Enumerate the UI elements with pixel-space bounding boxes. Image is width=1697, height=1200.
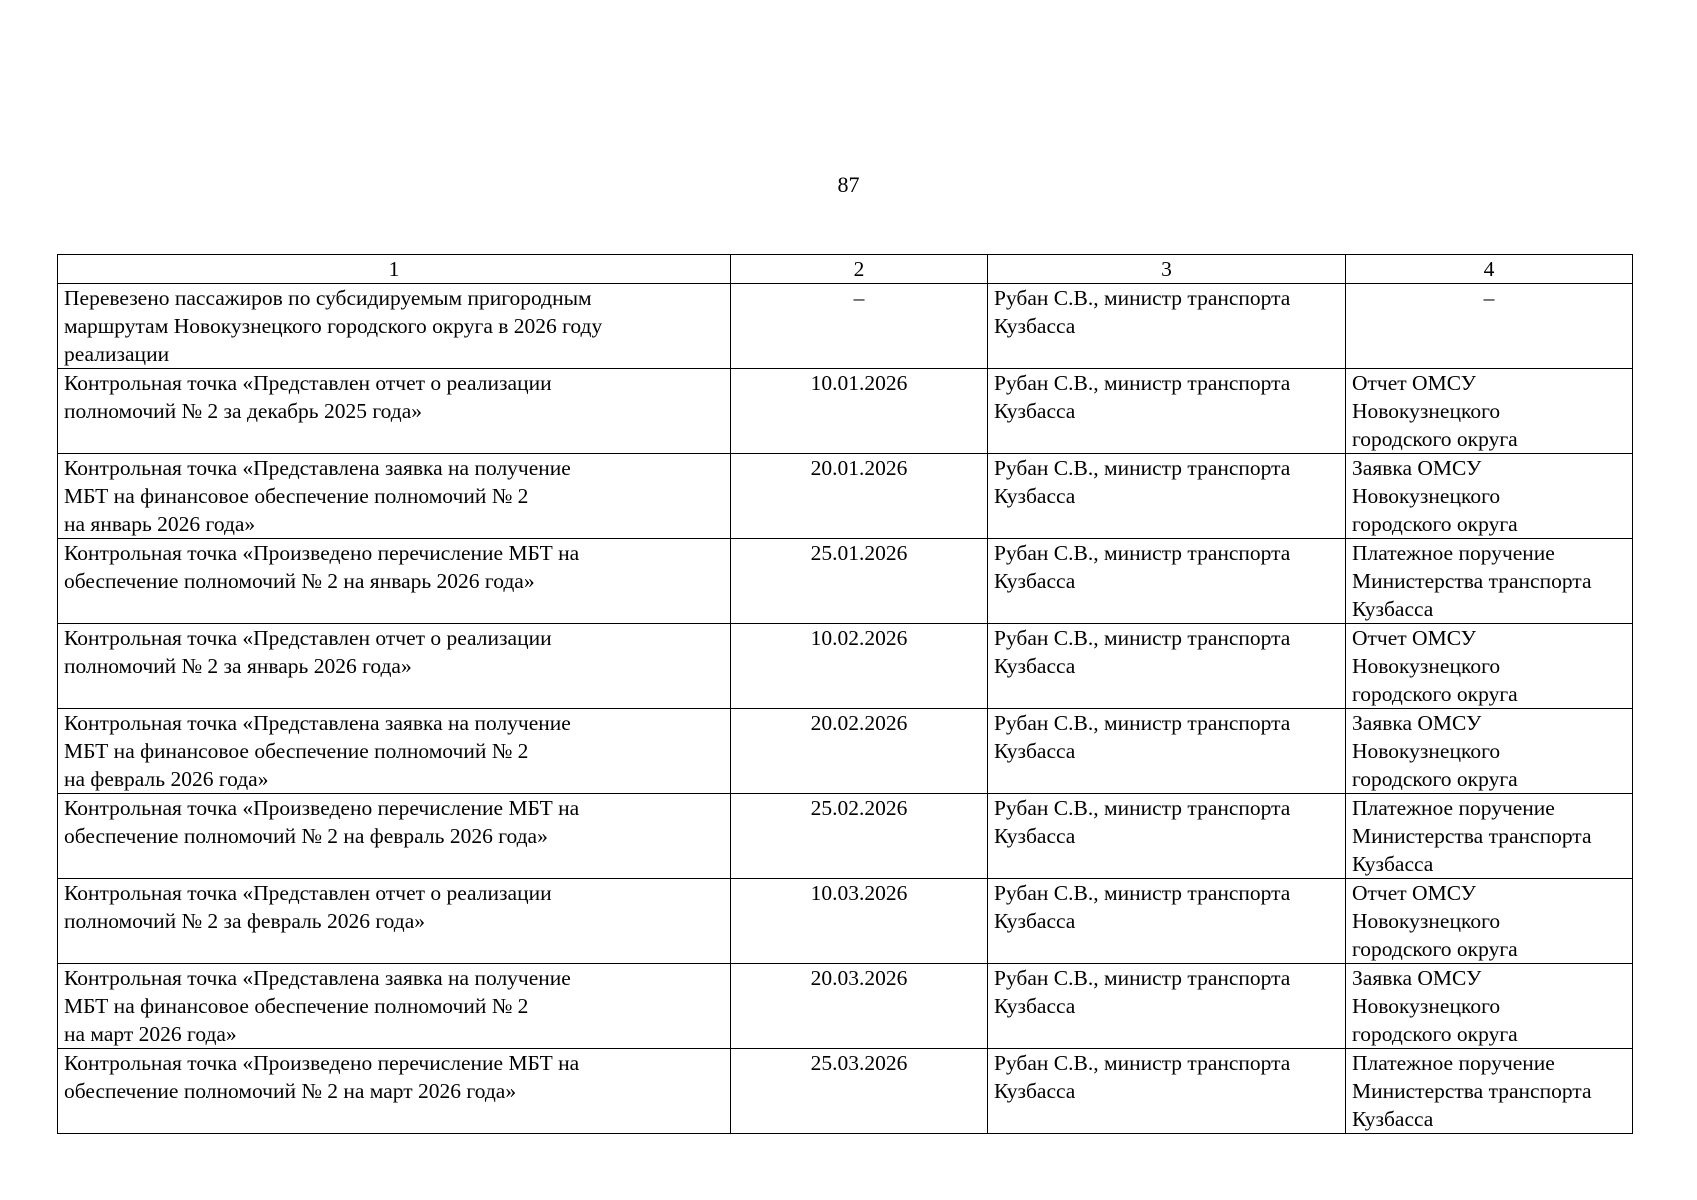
document-cell: – — [1346, 284, 1633, 369]
date-cell: 10.01.2026 — [731, 369, 988, 454]
event-cell: Контрольная точка «Представлен отчет о реализации полномочий № 2 за февраль 2026 года» — [58, 879, 731, 964]
document-cell: Отчет ОМСУ Новокузнецкого городского округа — [1346, 624, 1633, 709]
event-cell: Контрольная точка «Представлена заявка на получение МБТ на финансовое обеспечение полномочий № 2 на март 2026 года» — [58, 964, 731, 1049]
header-cell-4: 4 — [1346, 255, 1633, 284]
date-cell: 25.03.2026 — [731, 1049, 988, 1134]
date-cell: 10.02.2026 — [731, 624, 988, 709]
responsible-cell: Рубан С.В., министр транспорта Кузбасса — [988, 794, 1346, 879]
table-row — [58, 284, 1633, 369]
event-cell: Контрольная точка «Произведено перечисление МБТ на обеспечение полномочий № 2 на март 2026 года» — [58, 1049, 731, 1134]
date-cell: 20.03.2026 — [731, 964, 988, 1049]
event-cell: Контрольная точка «Представлена заявка на получение МБТ на финансовое обеспечение полномочий № 2 на февраль 2026 года» — [58, 709, 731, 794]
event-cell: Контрольная точка «Представлен отчет о реализации полномочий № 2 за декабрь 2025 года» — [58, 369, 731, 454]
document-cell: Заявка ОМСУ Новокузнецкого городского округа — [1346, 964, 1633, 1049]
header-cell-3: 3 — [988, 255, 1346, 284]
event-cell: Контрольная точка «Произведено перечисление МБТ на обеспечение полномочий № 2 на январь 2026 года» — [58, 539, 731, 624]
document-cell: Платежное поручение Министерства транспорта Кузбасса — [1346, 539, 1633, 624]
control-points-table — [57, 254, 1633, 1134]
responsible-cell: Рубан С.В., министр транспорта Кузбасса — [988, 1049, 1346, 1134]
table-row — [58, 539, 1633, 624]
event-cell: Контрольная точка «Представлена заявка на получение МБТ на финансовое обеспечение полномочий № 2 на январь 2026 года» — [58, 454, 731, 539]
responsible-cell: Рубан С.В., министр транспорта Кузбасса — [988, 539, 1346, 624]
event-cell: Контрольная точка «Представлен отчет о реализации полномочий № 2 за январь 2026 года» — [58, 624, 731, 709]
table-header-row — [58, 255, 1633, 284]
document-cell: Платежное поручение Министерства транспорта Кузбасса — [1346, 794, 1633, 879]
document-cell: Отчет ОМСУ Новокузнецкого городского округа — [1346, 369, 1633, 454]
date-cell: 20.01.2026 — [731, 454, 988, 539]
document-cell: Платежное поручение Министерства транспорта Кузбасса — [1346, 1049, 1633, 1134]
responsible-cell: Рубан С.В., министр транспорта Кузбасса — [988, 624, 1346, 709]
event-cell: Контрольная точка «Произведено перечисление МБТ на обеспечение полномочий № 2 на февраль 2026 года» — [58, 794, 731, 879]
page-number: 87 — [837, 172, 860, 197]
date-cell: 10.03.2026 — [731, 879, 988, 964]
document-cell: Отчет ОМСУ Новокузнецкого городского округа — [1346, 879, 1633, 964]
responsible-cell: Рубан С.В., министр транспорта Кузбасса — [988, 879, 1346, 964]
header-cell-1: 1 — [58, 255, 731, 284]
table-row — [58, 964, 1633, 1049]
document-cell: Заявка ОМСУ Новокузнецкого городского округа — [1346, 454, 1633, 539]
table-row — [58, 709, 1633, 794]
table-row — [58, 369, 1633, 454]
date-cell: 20.02.2026 — [731, 709, 988, 794]
date-cell: – — [731, 284, 988, 369]
header-cell-2: 2 — [731, 255, 988, 284]
event-cell: Перевезено пассажиров по субсидируемым пригородным маршрутам Новокузнецкого городского округа в 2026 году реализации — [58, 284, 731, 369]
table-row — [58, 879, 1633, 964]
table-row — [58, 794, 1633, 879]
responsible-cell: Рубан С.В., министр транспорта Кузбасса — [988, 369, 1346, 454]
document-cell: Заявка ОМСУ Новокузнецкого городского округа — [1346, 709, 1633, 794]
responsible-cell: Рубан С.В., министр транспорта Кузбасса — [988, 454, 1346, 539]
responsible-cell: Рубан С.В., министр транспорта Кузбасса — [988, 709, 1346, 794]
responsible-cell: Рубан С.В., министр транспорта Кузбасса — [988, 284, 1346, 369]
table-row — [58, 1049, 1633, 1134]
table-row — [58, 454, 1633, 539]
responsible-cell: Рубан С.В., министр транспорта Кузбасса — [988, 964, 1346, 1049]
date-cell: 25.02.2026 — [731, 794, 988, 879]
date-cell: 25.01.2026 — [731, 539, 988, 624]
table-row — [58, 624, 1633, 709]
